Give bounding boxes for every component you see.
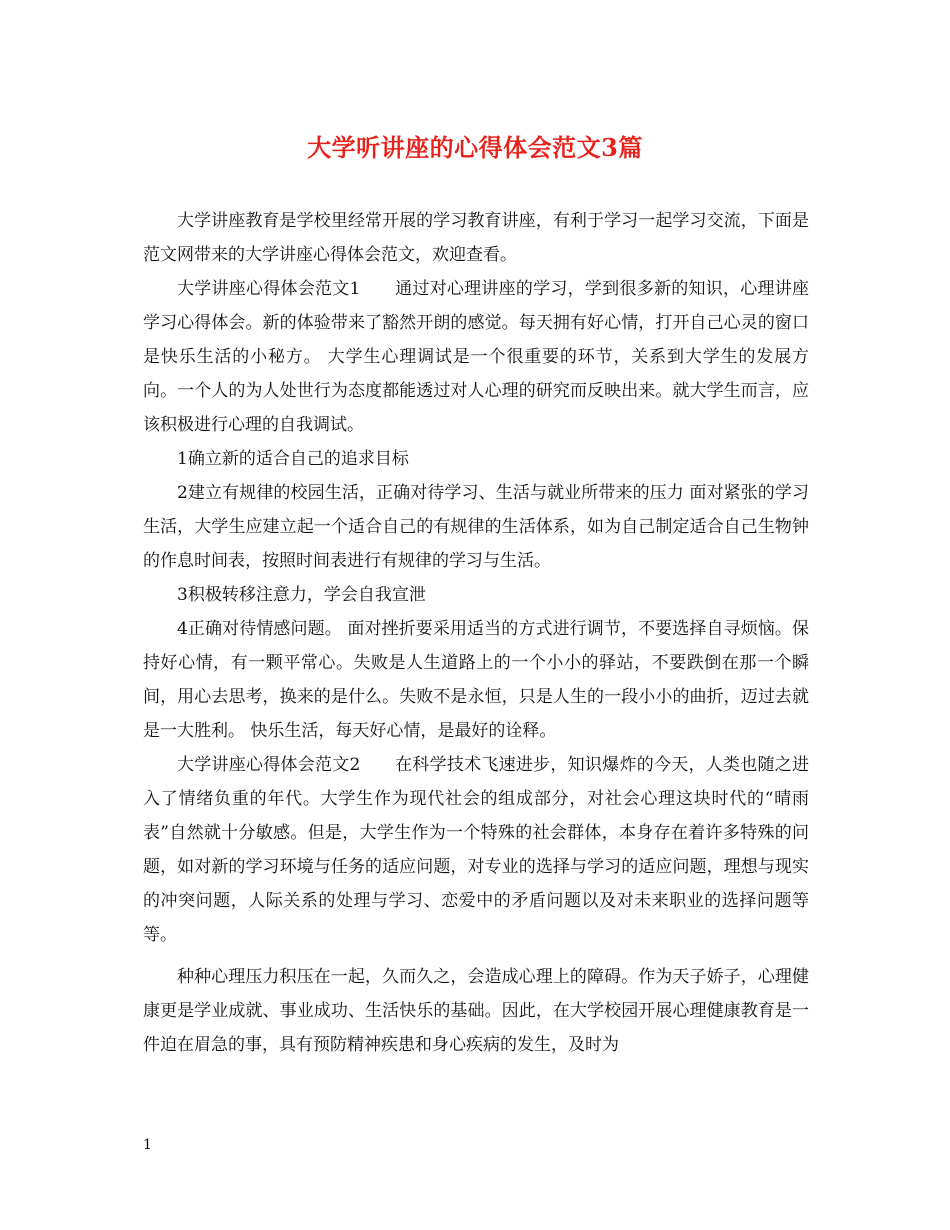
paragraph-point-2: 2建立有规律的校园生活，正确对待学习、生活与就业所带来的压力 面对紧张的学习生活，大学生应建立起一个适合自己的有规律的生活体系，如为自己制定适合自己生物钟的作息时间表，按照时间表进行有规律的学习与生活。 <box>143 483 809 571</box>
page-number: 1 <box>143 1137 152 1153</box>
paragraph-point-1: 1确立新的适合自己的追求目标 <box>177 449 409 469</box>
paragraph-sample-1: 大学讲座心得体会范文1 通过对心理讲座的学习，学到很多新的知识，心理讲座学习心得体会。新的体验带来了豁然开朗的感觉。每天拥有好心情，打开自己心灵的窗口是快乐生活的小秘方。 大学生心理调试是一个很重要的环节，关系到大学生的发展方向。一个人的为人处世行为态度都能透过对人心理的研究而反映出来。就大学生而言，应该积极进行心理的自我调试。 <box>143 279 809 435</box>
paragraph-sample-2: 大学讲座心得体会范文2 在科学技术飞速进步，知识爆炸的今天，人类也随之进入了情绪负重的年代。大学生作为现代社会的组成部分，对社会心理这块时代的“晴雨表”自然就十分敏感。但是，大学生作为一个特殊的社会群体，本身存在着许多特殊的问题，如对新的学习环境与任务的适应问题，对专业的选择与学习的适应问题，理想与现实的冲突问题，人际关系的处理与学习、恋爱中的矛盾问题以及对未来职业的选择问题等等。 <box>143 755 809 945</box>
paragraph-point-4: 4正确对待情感问题。 面对挫折要采用适当的方式进行调节，不要选择自寻烦恼。保持好心情，有一颗平常心。失败是人生道路上的一个小小的驿站，不要跌倒在那一个瞬间，用心去思考，换来的是什么。失败不是永恒，只是人生的一段小小的曲折，迈过去就是一大胜利。 快乐生活，每天好心情，是最好的诠释。 <box>143 619 809 741</box>
document-body <box>143 204 809 1062</box>
paragraph-pressure: 种种心理压力积压在一起，久而久之，会造成心理上的障碍。作为天子娇子，心理健康更是学业成就、事业成功、生活快乐的基础。因此，在大学校园开展心理健康教育是一件迫在眉急的事，具有预防精神疾患和身心疾病的发生，及时为 <box>143 967 809 1055</box>
document-title: 大学听讲座的心得体会范文3篇 <box>307 133 643 162</box>
paragraph-intro: 大学讲座教育是学校里经常开展的学习教育讲座，有利于学习一起学习交流，下面是范文网带来的大学讲座心得体会范文，欢迎查看。 <box>143 211 809 265</box>
paragraph-point-3: 3积极转移注意力，学会自我宣泄 <box>177 585 426 605</box>
